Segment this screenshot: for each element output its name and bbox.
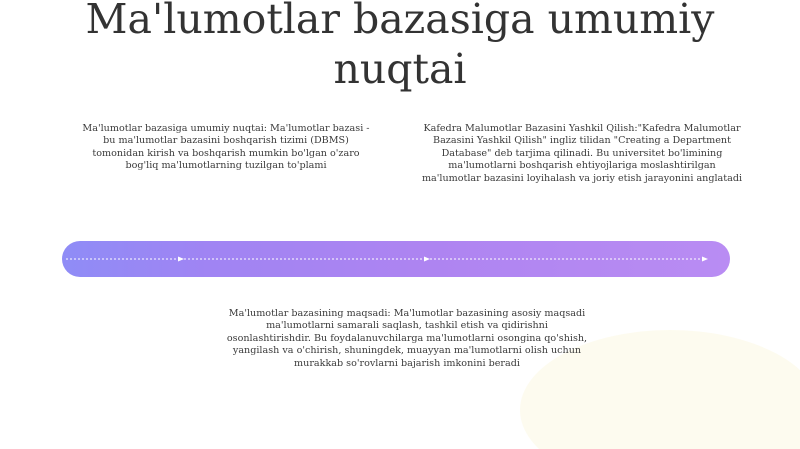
- arrow-right-icon: [702, 257, 708, 262]
- slide-title: Ma'lumotlar bazasiga umumiy nuqtai: [85, 0, 715, 93]
- text-block-overview: Ma'lumotlar bazasiga umumiy nuqtai: Ma'lumotlar bazasi - bu ma'lumotlar bazasini boshqarish tizimi (DBMS) tomonidan kirish va boshqarish mumkin bo'lgan o'zaro bog'liq ma'lumotlarning tuzilgan to'plami: [82, 122, 370, 172]
- text-block-purpose: Ma'lumotlar bazasining maqsadi: Ma'lumotlar bazasining asosiy maqsadi ma'lumotlarni samarali saqlash, tashkil etish va qidirishni osonlashtirishdir. Bu foydalanuvchilarga ma'lumotlarni osongina qo'shish, yangilash va o'chirish, shuningdek, muayyan ma'lumotlarni olish uchun murakkab so'rovlarni bajarish imkonini beradi: [226, 307, 588, 369]
- text-block-department-database: Kafedra Malumotlar Bazasini Yashkil Qilish:"Kafedra Malumotlar Bazasini Yashkil Qilish" ingliz tilidan "Creating a Department Database" deb tarjima qilinadi. Bu universitet bo'limining ma'lumotlarni boshqarish ehtiyojlariga moslashtirilgan ma'lumotlar bazasini loyihalash va joriy etish jarayonini anglatadi: [421, 122, 743, 184]
- arrow-right-icon: [178, 257, 184, 262]
- timeline-track: [62, 241, 730, 277]
- timeline-bar: [62, 241, 730, 277]
- arrow-right-icon: [424, 257, 430, 262]
